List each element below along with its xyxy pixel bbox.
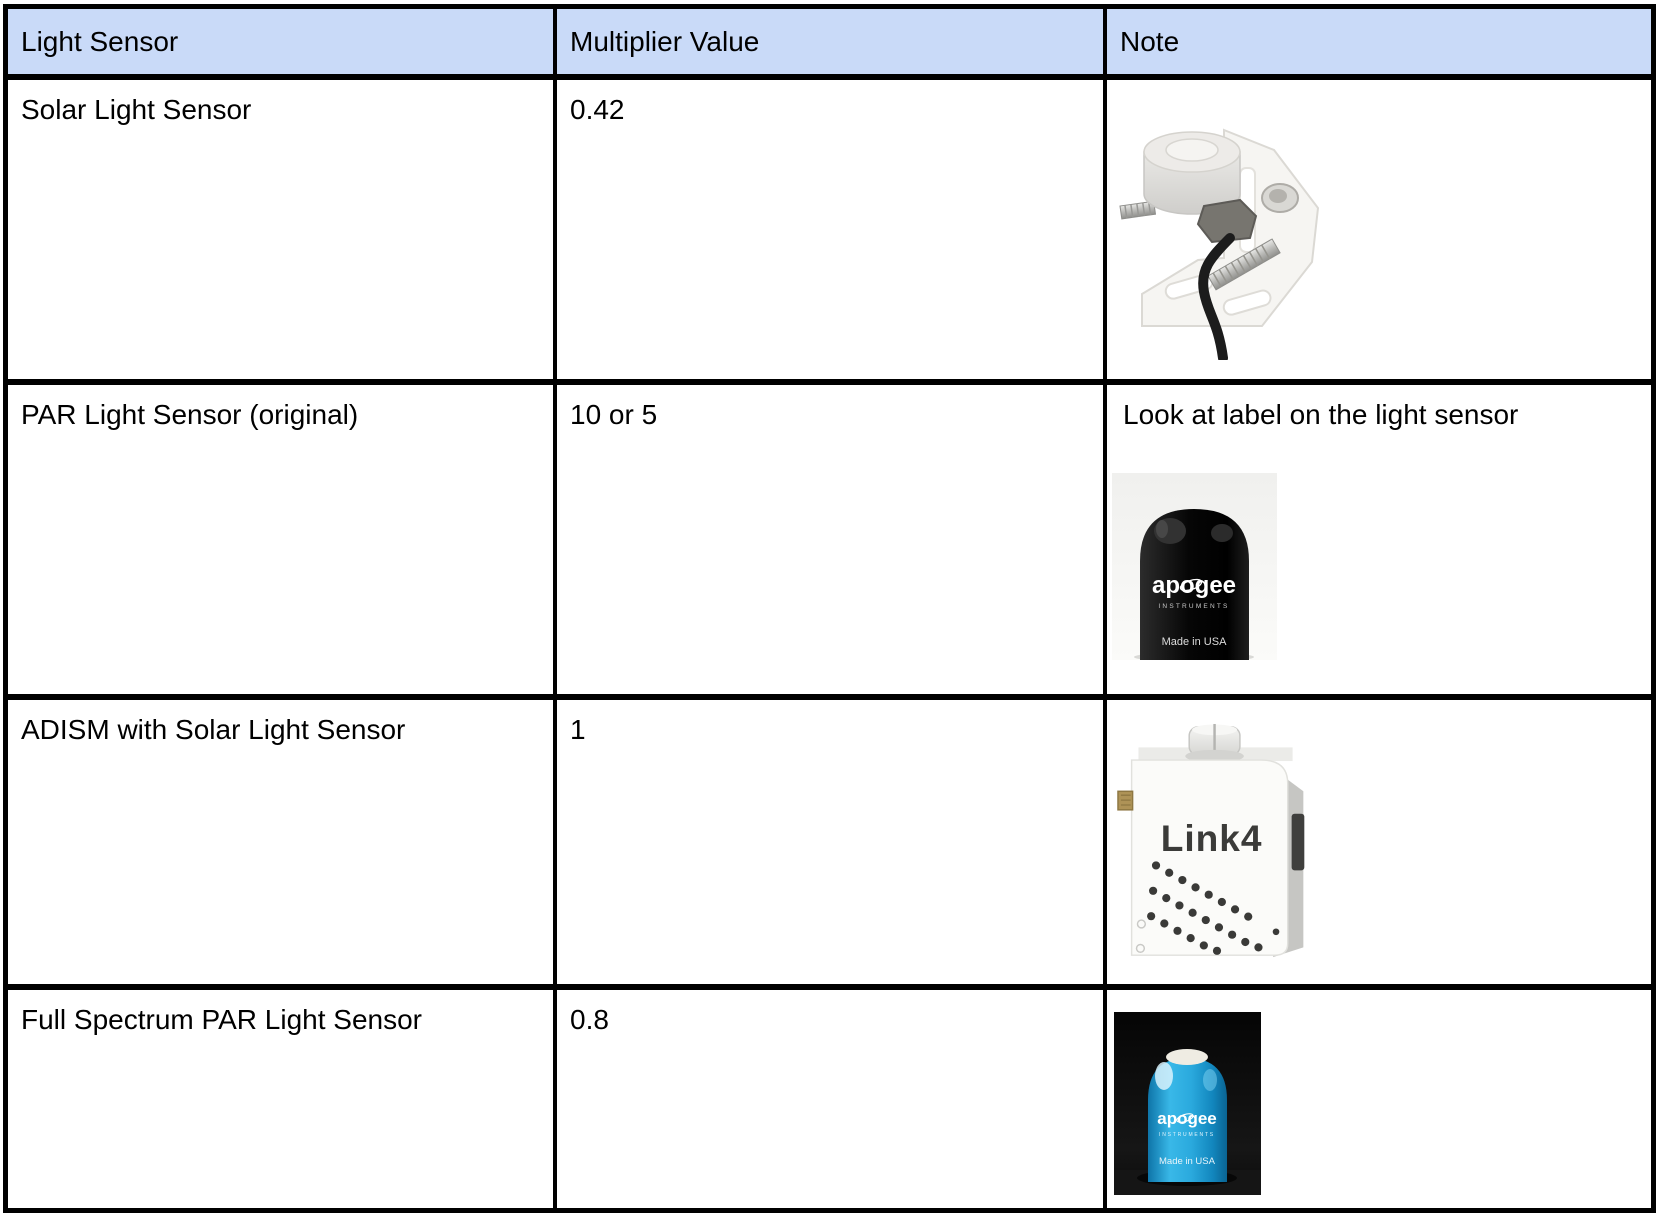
note-text: Look at label on the light sensor bbox=[1123, 399, 1519, 430]
table-row bbox=[8, 700, 1651, 990]
sensor-name-cell bbox=[8, 80, 557, 379]
multiplier-cell bbox=[557, 990, 1107, 1208]
solar-light-sensor-photo bbox=[1112, 90, 1332, 360]
sensor-name-cell bbox=[8, 700, 557, 984]
apogee-instruments-text: INSTRUMENTS bbox=[1159, 1132, 1215, 1138]
multiplier-value: 0.8 bbox=[570, 1004, 609, 1035]
multiplier-cell bbox=[557, 80, 1107, 379]
multiplier-cell bbox=[557, 700, 1107, 984]
multiplier-cell bbox=[557, 385, 1107, 694]
body-highlight bbox=[1155, 1062, 1173, 1090]
link4-logo-text: Link4 bbox=[1160, 816, 1263, 859]
made-in-usa-text: Made in USA bbox=[1161, 636, 1227, 648]
header-light-sensor bbox=[8, 9, 557, 74]
top-knob-sensor bbox=[1185, 724, 1244, 763]
note-cell bbox=[1107, 385, 1651, 694]
white-diffuser bbox=[1166, 1049, 1208, 1065]
note-cell bbox=[1107, 700, 1651, 984]
apogee-instruments-text: INSTRUMENTS bbox=[1158, 603, 1230, 610]
brass-fitting bbox=[1118, 791, 1133, 810]
sensor-name-cell bbox=[8, 385, 557, 694]
header-multiplier-value-label: Multiplier Value bbox=[570, 25, 760, 57]
link4-adism-photo bbox=[1117, 718, 1317, 968]
header-light-sensor-label: Light Sensor bbox=[21, 25, 179, 57]
sensor-name: Full Spectrum PAR Light Sensor bbox=[21, 1004, 422, 1035]
sensor-name: PAR Light Sensor (original) bbox=[21, 399, 359, 430]
body-highlight bbox=[1203, 1069, 1217, 1091]
table-row bbox=[8, 80, 1651, 385]
table-header-row bbox=[8, 9, 1651, 80]
table-row bbox=[8, 990, 1651, 1208]
sensor-name: Solar Light Sensor bbox=[21, 94, 252, 125]
light-sensor-multiplier-table bbox=[3, 4, 1656, 1213]
hex-nut bbox=[1262, 184, 1298, 212]
header-note-label: Note bbox=[1120, 25, 1180, 57]
sensor-name: ADISM with Solar Light Sensor bbox=[21, 714, 406, 745]
multiplier-value: 10 or 5 bbox=[570, 399, 658, 430]
header-note bbox=[1107, 9, 1651, 74]
apogee-black-par-sensor-photo bbox=[1112, 473, 1277, 660]
note-cell bbox=[1107, 80, 1651, 379]
multiplier-value: 0.42 bbox=[570, 94, 625, 125]
made-in-usa-text: Made in USA bbox=[1159, 1156, 1215, 1167]
side-connector bbox=[1292, 814, 1305, 871]
multiplier-value: 1 bbox=[570, 714, 586, 745]
note-cell bbox=[1107, 990, 1651, 1208]
dome-highlight bbox=[1211, 524, 1233, 542]
apogee-logo-text: apogee bbox=[1157, 1109, 1217, 1128]
dome-glint bbox=[1156, 520, 1168, 538]
header-multiplier-value bbox=[557, 9, 1107, 74]
apogee-blue-full-spectrum-photo bbox=[1114, 1012, 1261, 1195]
apogee-logo-text: apogee bbox=[1151, 572, 1237, 599]
table-row bbox=[8, 385, 1651, 700]
sensor-name-cell bbox=[8, 990, 557, 1208]
